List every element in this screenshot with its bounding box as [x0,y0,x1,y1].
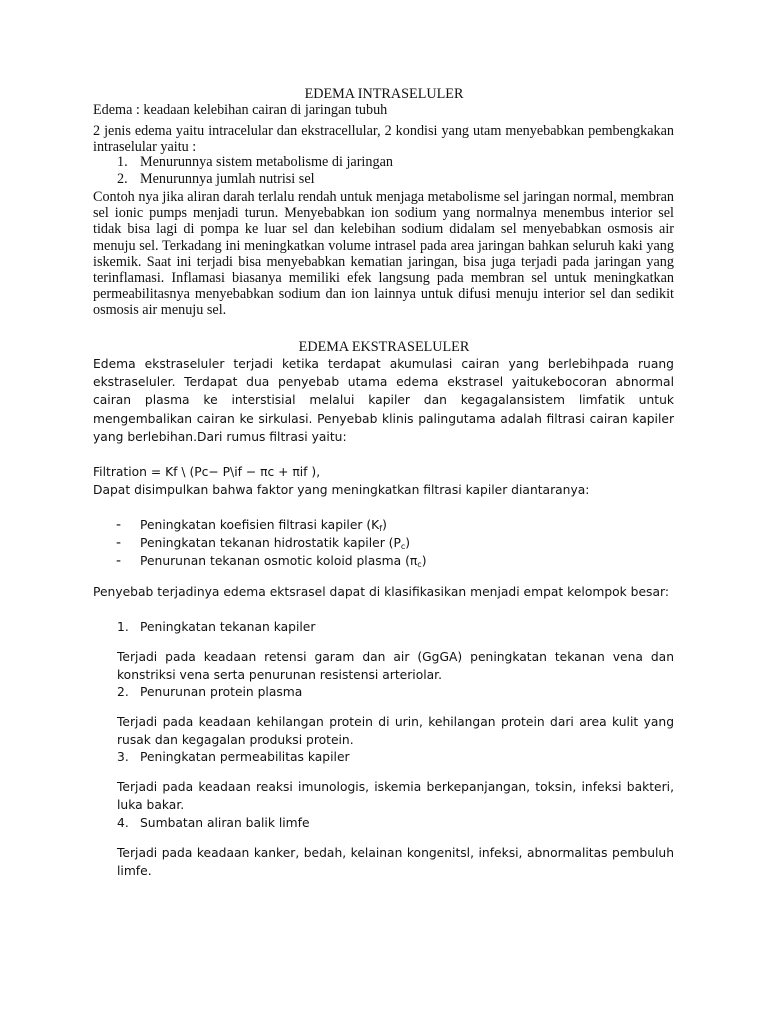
bullet-dash: - [116,553,122,569]
factor-item [140,534,410,552]
cause-description: Terjadi pada keadaan kehilangan protein di urin, kehilangan protein dari area kulit yang rusak dan kegagalan produksi protein. [117,715,674,748]
factor-text: Penurunan tekanan osmotic koloid plasma (π [140,554,418,568]
factor-close: ) [405,536,411,550]
list-item: Menurunnya sistem metabolisme di jaringan [140,154,393,170]
factor-close: ) [421,554,427,568]
factor-text: Peningkatan tekanan hidrostatik kapiler (P [140,536,401,550]
cause-description: Terjadi pada keadaan reaksi imunologis, iskemia berkepanjangan, toksin, infeksi bakteri, luka bakar. [117,780,674,813]
cause-number: 3. [117,750,129,764]
factor-subscript: c [400,542,406,551]
cause-description: Terjadi pada keadaan retensi garam dan air (GgGA) peningkatan tekanan vena dan konstriksi vena serta penurunan resistensi arteriolar. [117,650,674,683]
factor-item [140,552,427,570]
intro-paragraph: 2 jenis edema yaitu intracelular dan ekstracellular, 2 kondisi yang utam menyebabkan pembengkakan intraselular yaitu : [93,123,674,156]
cause-description: Terjadi pada keadaan kanker, bedah, kelainan kongenitsl, infeksi, abnormalitas pembuluh limfe. [117,846,674,879]
list-number: 1. [117,154,128,170]
factor-subscript: c [417,560,422,569]
factor-text: Peningkatan koefisien filtrasi kapiler (K [140,518,380,532]
cause-number: 1. [117,620,129,634]
cause-heading: Penurunan protein plasma [140,685,303,699]
list-number: 2. [117,171,128,187]
section-title-intraseluler: EDEMA INTRASELULER [304,86,464,102]
conclusion-text: Dapat disimpulkan bahwa faktor yang meningkatkan filtrasi kapiler diantaranya: [93,483,590,497]
factor-item [140,516,387,534]
cause-heading: Peningkatan tekanan kapiler [140,620,316,634]
ekstraseluler-paragraph: Edema ekstraseluler terjadi ketika terdapat akumulasi cairan yang berlebihpada ruang ekstraseluler. Terdapat dua penyebab utama edema ekstrasel yaitukebocoran abnormal cairan plasma ke interstisial melalui kapiler dan kegagalansistem limfatik untuk mengembalikan cairan ke sirkulasi. Penyebab klinis palingutama adalah filtrasi cairan kapiler yang berlebihan.Dari rumus filtrasi yaitu: [93,357,674,444]
filtration-formula: Filtration = Kf \ (Pc− P\if − πc + πif ), [93,465,321,479]
factor-subscript: f [379,524,383,533]
cause-heading: Sumbatan aliran balik limfe [140,816,310,830]
factor-close: ) [382,518,387,532]
cause-heading: Peningkatan permeabilitas kapiler [140,750,350,764]
intraseluler-paragraph: Contoh nya jika aliran darah terlalu rendah untuk menjaga metabolisme sel jaringan normal, membran sel ionic pumps menjadi turun. Menyebabkan ion sodium yang normalnya menembus interior sel tidak bisa lagi di pompa ke luar sel dan kelebihan sodium didalam sel menyebabkan osmosis air menuju sel. Terkadang ini meningkatkan volume intrasel pada area jaringan bahkan seluruh kaki yang iskemik. Saat ini terjadi bisa menyebabkan kematian jaringan, bisa juga terjadi pada jaringan yang terinflamasi. Inflamasi biasanya memiliki efek langsung pada membran sel untuk meningkatkan permeabilitasnya menyebabkan sodium dan ion lainnya untuk difusi menuju interior sel dan sedikit osmosis air menuju sel. [93,189,674,319]
causes-intro: Penyebab terjadinya edema ektsrasel dapat di klasifikasikan menjadi empat kelompok besar: [93,585,669,599]
bullet-dash: - [116,535,122,551]
list-item: Menurunnya jumlah nutrisi sel [140,171,315,187]
edema-definition: Edema : keadaan kelebihan cairan di jaringan tubuh [93,102,388,118]
cause-number: 2. [117,685,129,699]
bullet-dash: - [116,517,122,533]
cause-number: 4. [117,816,129,830]
section-title-ekstraseluler: EDEMA EKSTRASELULER [298,339,470,355]
